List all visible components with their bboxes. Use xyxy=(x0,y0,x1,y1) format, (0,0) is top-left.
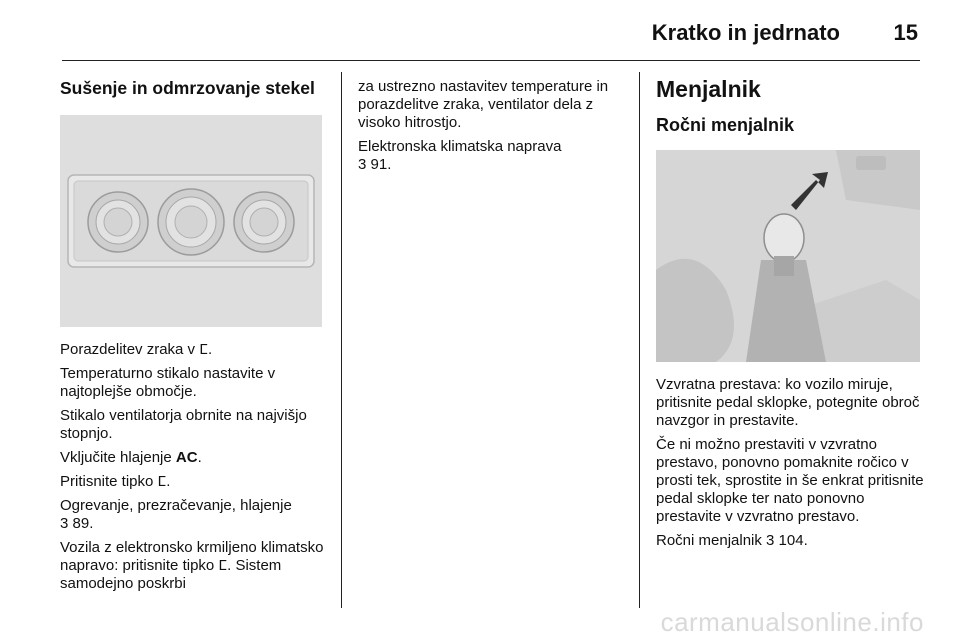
paragraph-fan: Stikalo ventilatorja obrnite na najvišjo stopnjo. xyxy=(60,407,307,442)
page-header xyxy=(62,14,920,61)
watermark: carmanualsonline.info xyxy=(660,607,924,637)
windscreen-defrost-icon: ⵎ xyxy=(218,558,228,574)
paragraph-heating-ref: Ogrevanje, prezračevanje, hlajenje 3 89. xyxy=(60,497,292,532)
paragraph-reverse-gear: Vzvratna prestava: ko vozilo miruje, pritisnite pedal sklopke, potegnite obroč navzgor in prestavite. xyxy=(656,376,920,429)
rear-window-heating-icon: ⵎ xyxy=(157,474,167,490)
windscreen-defrost-icon: ⵎ xyxy=(199,342,208,358)
climate-controls-figure xyxy=(60,115,322,327)
paragraph-air-distribution: Porazdelitev zraka v ⵎ. xyxy=(60,341,213,358)
paragraph-temperature: Temperaturno stikalo nastavite v najtoplejše območje. xyxy=(60,365,276,400)
column-divider-2 xyxy=(639,72,640,608)
section-title: Sušenje in odmrzovanje stekel xyxy=(60,78,315,98)
paragraph-ac: Vključite hlajenje AC. xyxy=(60,449,202,466)
gear-lever-figure xyxy=(656,150,920,362)
column-divider-1 xyxy=(341,72,342,608)
paragraph-continuation: za ustrezno nastavitev temperature in porazdelitve zraka, ventilator dela z visoko hitrostjo. xyxy=(358,78,609,131)
column-right xyxy=(656,70,924,556)
column-left xyxy=(60,70,332,599)
column-middle xyxy=(358,78,630,180)
subsection-title: Ročni menjalnik xyxy=(656,115,795,135)
paragraph-reverse-retry: Če ni možno prestaviti v vzvratno prestavo, ponovno pomaknite ročico v prosti tek, sprostite in še enkrat pritisnite pedal sklopke ter nato ponovno prestavite v vzvratno prestavo. xyxy=(656,436,924,525)
paragraph-electronic-ac: Vozila z elektronsko krmiljeno klimatsko napravo: pritisnite tipko ⵎ. Sistem samodejno poskrbi xyxy=(60,539,324,592)
header-title: Kratko in jedrnato xyxy=(651,20,840,45)
chapter-title: Menjalnik xyxy=(656,76,761,102)
paragraph-manual-ref: Ročni menjalnik 3 104. xyxy=(656,532,808,549)
page-number: 15 xyxy=(893,20,918,45)
paragraph-electronic-climate-ref: Elektronska klimatska naprava 3 91. xyxy=(358,138,562,173)
paragraph-press-button: Pritisnite tipko ⵎ. xyxy=(60,473,171,490)
